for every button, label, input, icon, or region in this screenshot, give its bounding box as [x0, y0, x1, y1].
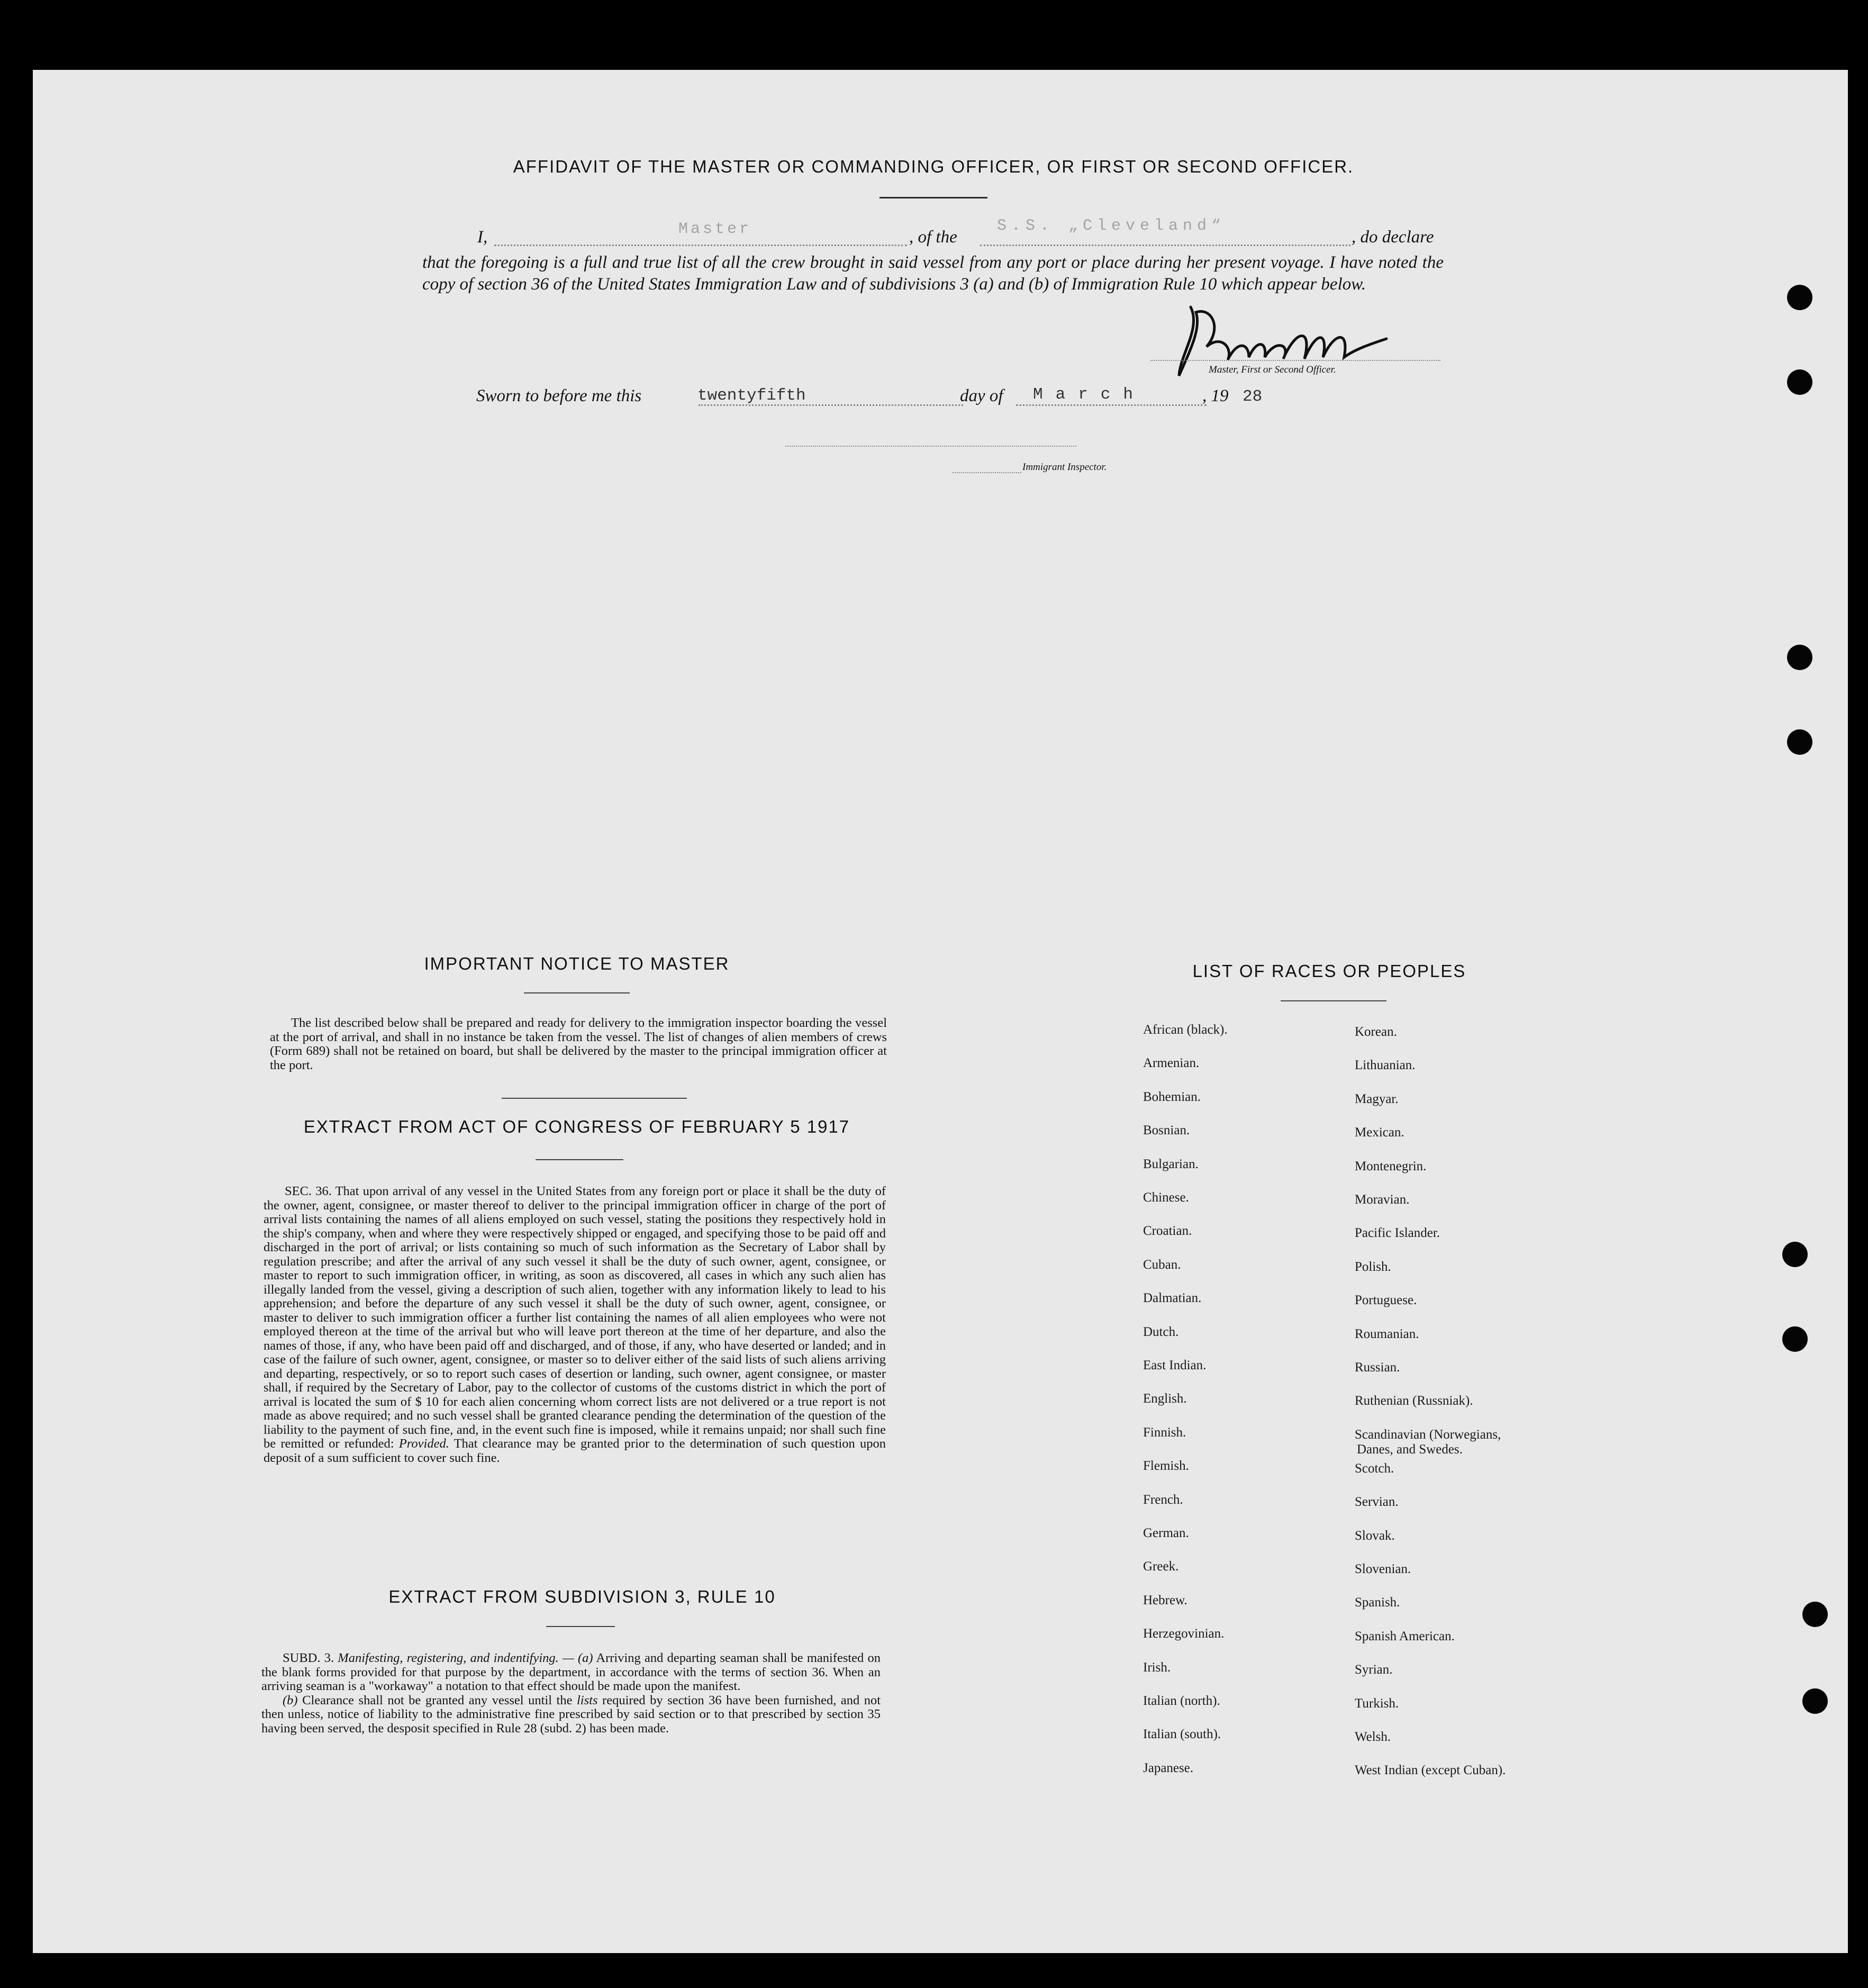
race-item: English. [1143, 1391, 1187, 1406]
binder-hole [1802, 1688, 1828, 1714]
race-item: Pacific Islander. [1355, 1226, 1440, 1241]
inspector-caption: Immigrant Inspector. [1022, 462, 1107, 473]
race-item: Bosnian. [1143, 1123, 1190, 1138]
race-item: Portuguese. [1355, 1293, 1417, 1308]
binder-hole [1782, 1326, 1808, 1352]
inspector-line [953, 472, 1021, 473]
race-item: Croatian. [1143, 1224, 1192, 1239]
race-item: Greek. [1143, 1559, 1179, 1574]
extract-act-title: EXTRACT FROM ACT OF CONGRESS OF FEBRUARY 5 1917 [303, 1117, 850, 1136]
race-item: Dalmatian. [1143, 1291, 1202, 1306]
race-item: French. [1143, 1492, 1183, 1507]
sec36-text-end: That clearance may be granted prior to the determination of such question upon deposit of a sum sufficient to cover such fine. [264, 1436, 886, 1465]
race-item: Danes, and Swedes. [1357, 1442, 1463, 1457]
subd-heading: Manifesting, registering, and indentifying. [338, 1651, 559, 1665]
notice-text: The list described below shall be prepared and ready for delivery to the immigration inspector boarding the vessel at the port of arrival, and shall in no instance be taken from the vessel. The list of changes of alien members of crews (Form 689) shall not be retained on board, but shall be delivered by the master to the principal immigration officer at the port. [270, 1016, 887, 1072]
race-item: Armenian. [1143, 1056, 1200, 1071]
race-item: Chinese. [1143, 1190, 1189, 1205]
race-item: German. [1143, 1526, 1189, 1540]
signature-line [1150, 360, 1440, 361]
subd-b-lists: lists [577, 1693, 598, 1707]
race-item: Hebrew. [1143, 1593, 1187, 1607]
subd-label: SUBD. 3. [283, 1651, 334, 1665]
race-item: Slovak. [1355, 1528, 1395, 1543]
race-item: Scotch. [1355, 1461, 1394, 1476]
race-item: Lithuanian. [1355, 1058, 1416, 1073]
subd-a-label: — (a) [562, 1651, 593, 1665]
race-item: Cuban. [1143, 1257, 1181, 1272]
race-item: Polish. [1355, 1259, 1391, 1274]
race-item: Japanese. [1143, 1760, 1194, 1775]
subd-b-label: (b) [283, 1693, 298, 1707]
race-item: Welsh. [1355, 1730, 1391, 1744]
race-item: Moravian. [1355, 1192, 1410, 1207]
sworn-year-prefix: , 19 [1202, 386, 1229, 405]
race-item: Roumanian. [1355, 1326, 1419, 1341]
race-item: Servian. [1355, 1495, 1399, 1510]
race-item: Italian (south). [1143, 1727, 1221, 1742]
race-item: Ruthenian (Russniak). [1355, 1394, 1473, 1408]
race-item: Korean. [1355, 1025, 1397, 1039]
notice-body [270, 1016, 887, 1072]
notice-title: IMPORTANT NOTICE TO MASTER [424, 954, 730, 973]
sworn-month-line [1016, 404, 1207, 406]
race-item: Magyar. [1355, 1091, 1399, 1106]
filled-vessel-name: S.S. „Cleveland“ [997, 217, 1226, 235]
extract-rule-underline [546, 1626, 615, 1627]
sworn-prefix: Sworn to before me this [476, 386, 642, 405]
title-underline [879, 197, 987, 198]
binder-hole [1787, 645, 1812, 670]
races-underline [1281, 1000, 1386, 1001]
extract-act-underline [536, 1159, 623, 1160]
sworn-day-of: day of [960, 386, 1003, 405]
binder-hole [1782, 1242, 1808, 1267]
binder-hole [1802, 1602, 1828, 1627]
vessel-blank-line [980, 245, 1350, 246]
sec36-text: SEC. 36. That upon arrival of any vessel in the United States from any foreign port or place it shall be the duty of the owner, agent, consignee, or master thereof to deliver to the principal immigration officer in charge of the port of arrival lists containing the names of all aliens employed on such vessel, stating the positions they respectively hold in the ship's company, when and where they were respectively shipped or engaged, and specifying those to be paid off and discharged in the port of arrival; or lists containing so much of such information as the Secretary of Labor shall by regulation prescribe; and after the arrival of any such vessel it shall be the duty of such owner, agent, consignee, or master to report to such immigration officer, in writing, as soon as discovered, all cases in which any such alien has illegally landed from the vessel, giving a description of such alien, together with any information likely to lead to his apprehension; and before the departure of any such vessel it shall be the duty of such owner, agent, consignee, or master to deliver to such immigration officer a further list containing the names of all alien employees who were not employed thereon at the time of the arrival but who will leave port thereon at the time of her departure, and also the names of those, if any, who have been paid off and discharged, and of those, if any, who have deserted or landed; and in case of the failure of such owner, agent, consignee, or master so to deliver either of the said lists of such aliens arriving and departing, respectively, or so to report such cases of desertion or landing, such owner, agent consignee, or master shall, if required by the Secretary of Labor, pay to the collector of customs of the customs district in which the port of arrival is located the sum of $ 10 for each alien concerning whom correct lists are not delivered or a true report is not made as above required; and no such vessel shall be granted clearance pending the determination of the question of the liability to the payment of such fine, and, in the event such fine is imposed, while it remains unpaid; nor shall such fine be remitted or refunded: [264, 1184, 886, 1451]
inspector-signature-line [785, 446, 1076, 447]
races-title: LIST OF RACES OR PEOPLES [1192, 961, 1466, 981]
race-item: Mexican. [1355, 1125, 1404, 1140]
race-item: West Indian (except Cuban). [1355, 1763, 1506, 1778]
race-item: African (black). [1143, 1023, 1228, 1037]
section-divider [502, 1098, 687, 1099]
race-item: Flemish. [1143, 1459, 1189, 1474]
affidavit-title: AFFIDAVIT OF THE MASTER OR COMMANDING OFFICER, OR FIRST OR SECOND OFFICER. [513, 157, 1354, 176]
race-item: Turkish. [1355, 1696, 1399, 1711]
race-item: Herzegovinian. [1143, 1626, 1225, 1641]
binder-hole [1787, 369, 1812, 395]
sworn-year-filled: 28 [1243, 387, 1263, 406]
sworn-month-filled: March [1033, 385, 1146, 404]
affidavit-of-the: , of the [909, 228, 957, 247]
extract-act-body [264, 1185, 886, 1465]
race-item: Bohemian. [1143, 1089, 1201, 1104]
subd-b-text-1: Clearance shall not be granted any vessel until the [302, 1693, 573, 1707]
race-item: Finnish. [1143, 1425, 1186, 1440]
notice-underline [524, 992, 630, 993]
race-item: Russian. [1355, 1360, 1400, 1375]
subd-b-text-2: required by section 36 have been furnished, and not then unless, notice of liability to the administrative fine prescribed by said section or to that prescribed by section 35 having been served, the desposit specified in Rule 28 (subd. 2) has been made. [261, 1693, 881, 1736]
extract-rule-body [261, 1651, 881, 1736]
race-item: Syrian. [1355, 1662, 1393, 1677]
affidavit-do-declare: , do declare [1352, 228, 1434, 247]
affidavit-i: I, [477, 228, 488, 247]
binder-hole [1787, 729, 1812, 755]
binder-hole [1787, 285, 1812, 310]
race-item: Spanish American. [1355, 1629, 1455, 1643]
subd-a-text: Arriving and departing seaman shall be manifested on the blank forms provided for that purpose by the department, in accordance with the terms of section 36. When an arriving seaman is a "workaway" a notation to that effect should be made upon the manifest. [261, 1651, 881, 1693]
race-item: Irish. [1143, 1660, 1171, 1675]
affidavit-body: that the foregoing is a full and true list of all the crew brought in said vessel from any port or place during her present voyage. I have noted the copy of section 36 of the United States Immigration Law and of subdivisions 3 (a) and (b) of Immigration Rule 10 which appear below. [422, 253, 1444, 294]
race-item: Scandinavian (Norwegians, [1355, 1427, 1501, 1442]
race-item: Italian (north). [1143, 1694, 1220, 1708]
race-item: Slovenian. [1355, 1562, 1411, 1576]
sworn-day-filled: twentyfifth [697, 386, 806, 405]
filled-officer-title: Master [678, 220, 752, 238]
race-item: East Indian. [1143, 1358, 1207, 1372]
race-item: Montenegrin. [1355, 1159, 1427, 1173]
race-item: Bulgarian. [1143, 1156, 1199, 1171]
name-blank-line [494, 245, 907, 246]
extract-rule-title: EXTRACT FROM SUBDIVISION 3, RULE 10 [388, 1587, 776, 1606]
race-item: Spanish. [1355, 1595, 1400, 1610]
race-item: Dutch. [1143, 1324, 1179, 1339]
provided-italic: Provided. [398, 1436, 449, 1451]
signature-caption: Master, First or Second Officer. [1209, 364, 1336, 375]
